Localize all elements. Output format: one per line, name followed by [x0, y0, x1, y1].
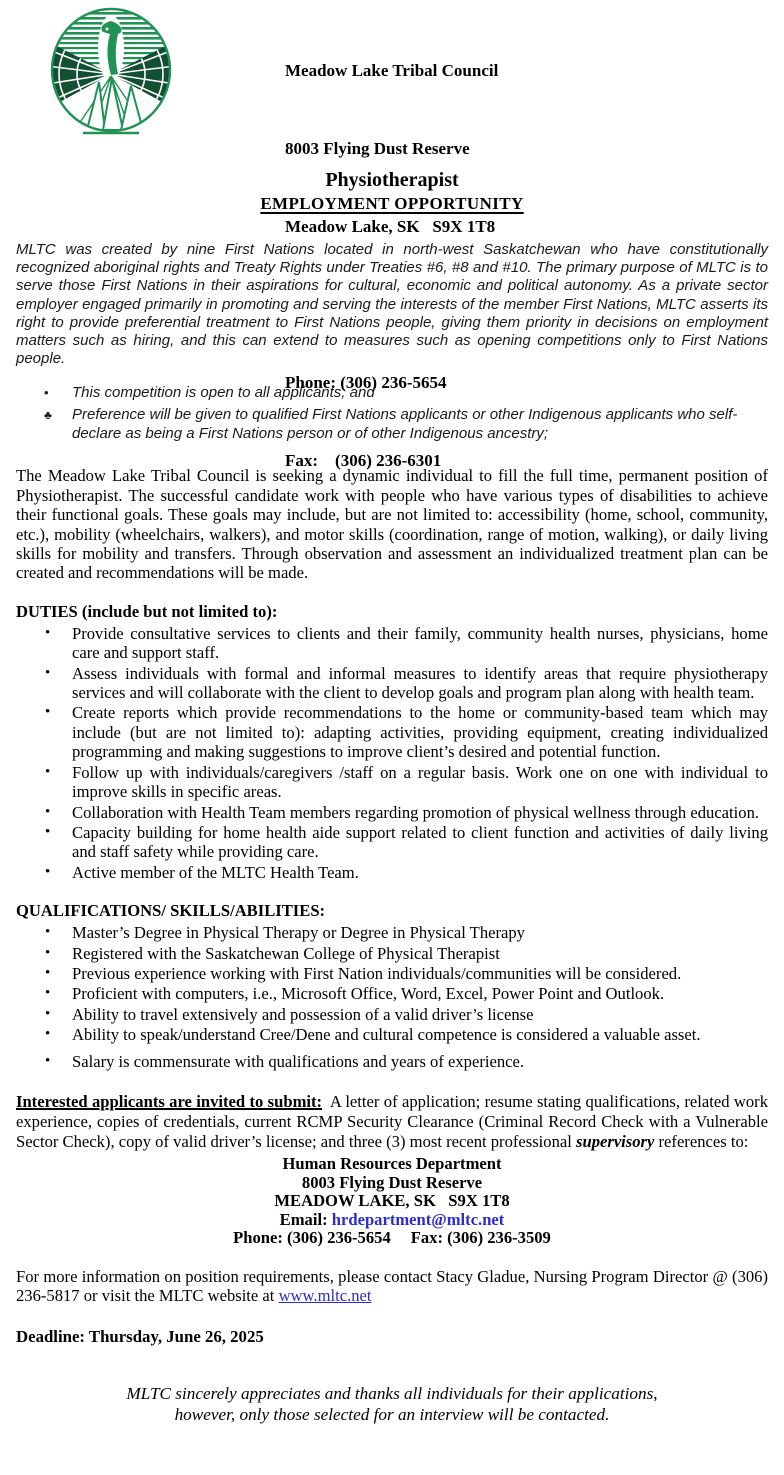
list-item: • Ability to travel extensively and possession of a valid driver’s license	[16, 1005, 768, 1024]
hr-phone-fax-line	[16, 1229, 768, 1248]
more-info-text: For more information on position requirements, please contact Stacy Gladue, Nursing Program Director @ (306) 236-5817 or visit the MLTC website at	[16, 1266, 768, 1306]
hr-phone: Phone: (306) 236-5654	[233, 1228, 391, 1248]
hr-address-line2: MEADOW LAKE, SK S9X 1T8	[274, 1191, 510, 1211]
qualifications-list	[16, 923, 768, 1071]
salary-note: • Salary is commensurate with qualifications and years of experience.	[16, 1052, 768, 1071]
list-item: • Master’s Degree in Physical Therapy or Degree in Physical Therapy	[16, 923, 768, 942]
list-item: • Proficient with computers, i.e., Microsoft Office, Word, Excel, Power Point and Outlook.	[16, 984, 768, 1003]
mandate-paragraph: MLTC was created by nine First Nations located in north-west Saskatchewan who have constitutionally recognized aboriginal rights and Treaty Rights under Treaties #6, #8 and #10. The primary purpose of MLTC is to serve those First Nations in their aspirations for cultural, economic and political autonomy. As a private sector employer engaged primarily in promoting and serving the interests of the member First Nations, MLTC asserts its right to provide preferential treatment to First Nations people, giving them priority in decisions on employment matters such as hiring, and this can extend to measures such as opening competitions only to First Nations people.	[16, 241, 768, 368]
posting-subtitle: EMPLOYMENT OPPORTUNITY	[260, 194, 524, 213]
hr-fax: Fax: (306) 236-3509	[410, 1228, 551, 1248]
hr-contact-block	[16, 1155, 768, 1248]
hr-email-line	[16, 1211, 768, 1230]
email-label: Email:	[279, 1209, 332, 1229]
list-item: • Provide consultative services to clients and their family, community health nurses, physicians, home care and support staff.	[16, 624, 768, 663]
more-info-paragraph	[16, 1267, 768, 1306]
list-item: • Capacity building for home health aide support related to client function and activities of daily living and staff safety while providing care.	[16, 823, 768, 862]
supervisory-word: supervisory	[576, 1131, 655, 1151]
hr-address-line1: 8003 Flying Dust Reserve	[301, 1172, 483, 1192]
mltc-logo-icon	[45, 6, 177, 138]
org-phone: Phone: (306) 236-5654	[285, 373, 447, 392]
list-item: • Collaboration with Health Team members regarding promotion of physical wellness through education.	[16, 803, 768, 822]
overview-paragraph: The Meadow Lake Tribal Council is seeking a dynamic individual to fill the full time, permanent position of Physiotherapist. The successful candidate work with people who have various types of disabilities to achieve their functional goals. These goals may include, but are not limited to: accessibility (home, school, community, etc.), mobility (wheelchairs, walkers), and motor skills (coordination, range of motion, walking), or daily living skills for mobility and transfers. Through observation and assessment an individualized treatment plan can be created and recommendations will be made.	[16, 466, 768, 583]
org-address-line2: Meadow Lake, SK S9X 1T8	[285, 217, 496, 236]
website-link[interactable]: www.mltc.net	[278, 1286, 372, 1306]
list-item: • Active member of the MLTC Health Team.	[16, 863, 768, 882]
duties-heading: DUTIES (include but not limited to):	[16, 601, 278, 621]
closing-note	[16, 1383, 768, 1426]
list-item: • Assess individuals with formal and informal measures to identify areas that require physiotherapy services and will collaborate with the client to develop goals and program plan along with health team.	[16, 664, 768, 703]
hr-department: Human Resources Department	[282, 1153, 502, 1173]
application-text: A letter of application; resume stating qualifications, related work experience, copies of credentials, current RCMP Security Clearance (Criminal Record Check with a Vulnerable Sector Check), copy of valid driver’s license; and three (3) most recent professional	[16, 1091, 768, 1151]
org-name: Meadow Lake Tribal Council	[285, 61, 499, 80]
list-item: • Previous experience working with First Nation individuals/communities will be considered.	[16, 964, 768, 983]
application-paragraph	[16, 1092, 768, 1152]
deadline-line: Deadline: Thursday, June 26, 2025	[16, 1326, 264, 1346]
list-item: • This competition is open to all applicants; and	[16, 383, 768, 402]
list-item: • Registered with the Saskatchewan College of Physical Therapist	[16, 944, 768, 963]
submit-lead: Interested applicants are invited to submit:	[16, 1091, 323, 1111]
duties-list	[16, 624, 768, 882]
eligibility-list	[16, 383, 768, 443]
closing-line1: MLTC sincerely appreciates and thanks all individuals for their applications,	[126, 1383, 658, 1403]
org-address-line1: 8003 Flying Dust Reserve	[285, 139, 470, 158]
email-link[interactable]: hrdepartment@mltc.net	[331, 1209, 505, 1229]
list-item: • Follow up with individuals/caregivers /staff on a regular basis. Work one on one with individual to improve skills in specific areas.	[16, 763, 768, 802]
document-body	[16, 241, 768, 1426]
list-item: ♣ Preference will be given to qualified First Nations applicants or other Indigenous applicants who self-declare as being a First Nations person or of other Indigenous ancestry;	[16, 405, 768, 443]
list-item: • Create reports which provide recommendations to the home or community-based team which may include (but are not limited to): adapting activities, providing equipment, creating individualized programming and making suggestions to improve client’s desired and potential function.	[16, 703, 768, 761]
qualifications-heading: QUALIFICATIONS/ SKILLS/ABILITIES:	[16, 901, 326, 921]
application-text-end: references to:	[654, 1131, 749, 1151]
position-title: Physiotherapist	[325, 169, 459, 191]
org-fax: Fax: (306) 236-6301	[285, 451, 442, 470]
title-block	[0, 168, 784, 216]
list-item: • Ability to speak/understand Cree/Dene and cultural competence is considered a valuable asset.	[16, 1025, 768, 1044]
closing-line2: however, only those selected for an interview will be contacted.	[174, 1405, 610, 1425]
